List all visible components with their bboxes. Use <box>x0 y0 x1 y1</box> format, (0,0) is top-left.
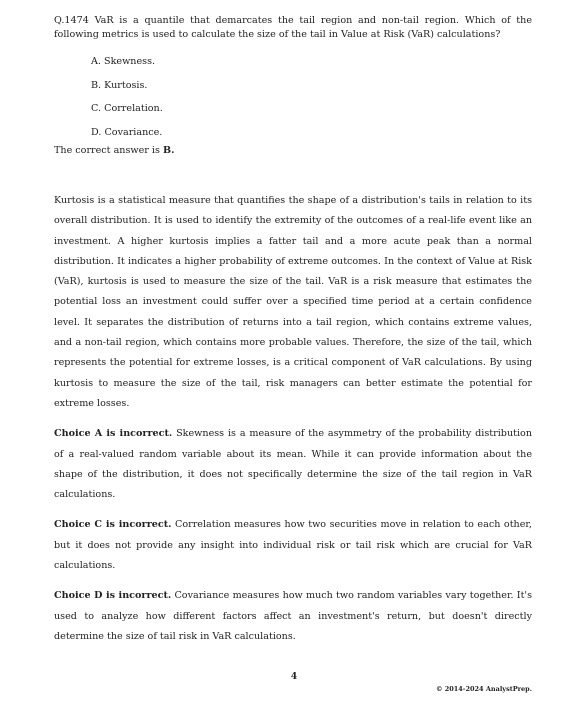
choice-a-lead: Choice A is incorrect. <box>54 428 173 440</box>
document-body <box>54 14 532 647</box>
choice-d-text: Covariance measures how much two random variables vary together. It's used to analyze how different factors affect an investment's return, but doesn't directly determine the size of tail risk in VaR calculations. <box>54 590 532 642</box>
explanation-paragraph: Kurtosis is a statistical measure that quantifies the shape of a distribution's tails in relation to its overall distribution. It is used to identify the extremity of the outcomes of a real-life event like an investment. A higher kurtosis implies a fatter tail and a more acute peak than a normal distribution. It indicates a higher probability of extreme outcomes. In the context of Value at Risk (VaR), kurtosis is used to measure the size of the tail. VaR is a risk measure that estimates the potential loss an investment could suffer over a specified time period at a certain confidence level. It separates the distribution of returns into a tail region, which contains extreme values, and a non-tail region, which contains more probable values. Therefore, the size of the tail, which represents the potential for extreme losses, is a critical component of VaR calculations. By using kurtosis to measure the size of the tail, risk managers can better estimate the potential for extreme losses. <box>54 195 532 409</box>
page-number: 4 <box>290 672 298 682</box>
choice-a-explanation <box>54 424 532 505</box>
option-d: D. Covariance. <box>91 126 163 138</box>
choice-d-lead: Choice D is incorrect. <box>54 590 172 602</box>
choice-c-lead: Choice C is incorrect. <box>54 519 172 531</box>
question-text: Q.1474 VaR is a quantile that demarcates the tail region and non-tail region. Which of the following metrics is used to calculate the size of the tail in Value at Risk (VaR) calculations? <box>54 15 532 40</box>
answer-prefix: The correct answer is <box>54 145 163 156</box>
copyright-notice: © 2014-2024 AnalystPrep. <box>435 685 532 693</box>
choice-d-explanation <box>54 586 532 647</box>
option-c: C. Correlation. <box>91 103 163 114</box>
choice-a-text: Skewness is a measure of the asymmetry of the probability distribution of a real-valued random variable about its mean. While it can provide information about the shape of the distribution, it does not specifically determine the size of the tail region in VaR calculations. <box>54 428 533 501</box>
choice-c-text: Correlation measures how two securities move in relation to each other, but it does not provide any insight into individual risk or tail risk which are crucial for VaR calculations. <box>54 519 532 572</box>
answer-options <box>91 56 532 139</box>
option-a: A. Skewness. <box>91 56 156 67</box>
choice-c-explanation <box>54 515 532 576</box>
option-b: B. Kurtosis. <box>91 79 148 91</box>
answer-letter: B. <box>162 145 175 156</box>
correct-answer <box>54 144 532 158</box>
